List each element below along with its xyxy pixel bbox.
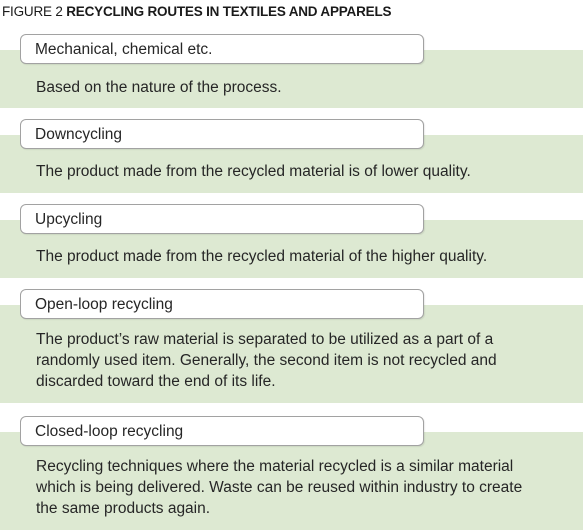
route-label-box-closed-loop — [20, 416, 424, 446]
route-label-box-mechanical-chemical — [20, 34, 424, 64]
route-label-box-downcycling — [20, 119, 424, 149]
route-label: Mechanical, chemical etc. — [35, 41, 213, 58]
route-panel-closed-loop — [0, 432, 583, 530]
route-label-box-upcycling — [20, 204, 424, 234]
route-label: Downcycling — [35, 126, 123, 143]
route-label-box-open-loop — [20, 289, 424, 319]
route-description: The product’s raw material is separated to be utilized as a part of a randomly used item. Generally, the second item is not recycled and discarded toward the end of its life. — [36, 331, 497, 390]
figure-title — [2, 4, 391, 20]
route-label: Open-loop recycling — [35, 296, 173, 313]
route-description: Based on the nature of the process. — [36, 79, 282, 96]
route-description: The product made from the recycled material of the higher quality. — [36, 248, 488, 265]
route-label: Closed-loop recycling — [35, 423, 184, 440]
route-description: Recycling techniques where the material recycled is a similar material which is being delivered. Waste can be reused within industry to create the same products again. — [36, 458, 523, 517]
route-panel-open-loop — [0, 305, 583, 403]
route-label: Upcycling — [35, 211, 103, 228]
figure-number: FIGURE 2 — [2, 4, 63, 19]
figure-caption: RECYCLING ROUTES IN TEXTILES AND APPARELS — [66, 4, 392, 19]
route-description: The product made from the recycled material is of lower quality. — [36, 163, 471, 180]
